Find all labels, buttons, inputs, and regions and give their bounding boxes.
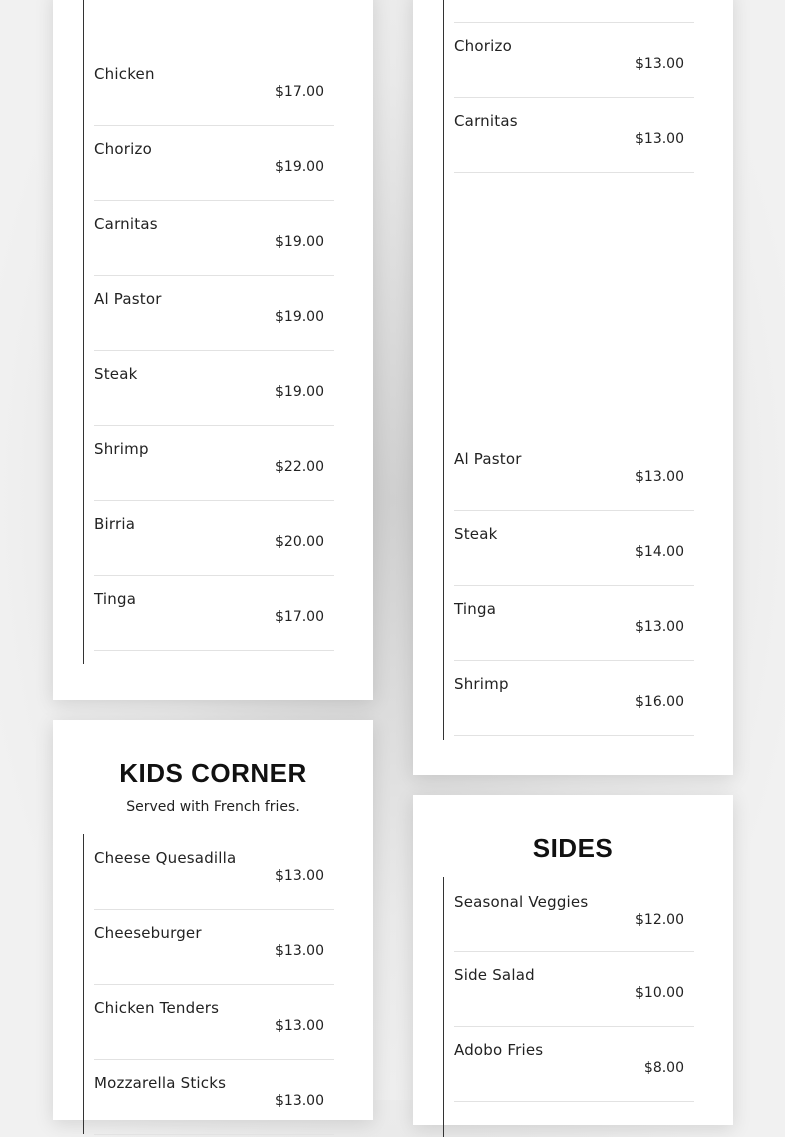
menu-item bbox=[454, 98, 694, 173]
item-price: $16.00 bbox=[635, 694, 684, 710]
item-price: $13.00 bbox=[275, 943, 324, 959]
menu-item bbox=[94, 910, 334, 985]
menu-item bbox=[94, 985, 334, 1060]
item-price: $13.00 bbox=[635, 619, 684, 635]
menu-item bbox=[94, 426, 334, 501]
item-name: Cheese Quesadilla bbox=[94, 849, 237, 867]
item-name: Carnitas bbox=[454, 112, 518, 130]
item-name: Adobo Fries bbox=[454, 1041, 544, 1059]
menu-item bbox=[454, 23, 694, 98]
item-price: $13.00 bbox=[275, 1018, 324, 1034]
menu-item bbox=[454, 436, 694, 511]
item-name: Chicken bbox=[94, 65, 155, 83]
section-subtitle: Served with French fries. bbox=[126, 799, 300, 815]
item-price: $19.00 bbox=[275, 384, 324, 400]
menu-list bbox=[443, 877, 694, 1137]
menu-item bbox=[454, 511, 694, 586]
item-price: $13.00 bbox=[635, 469, 684, 485]
menu-item bbox=[94, 276, 334, 351]
item-name: Mozzarella Sticks bbox=[94, 1074, 227, 1092]
item-price: $8.00 bbox=[643, 1060, 684, 1076]
item-name: Seasonal Veggies bbox=[454, 893, 589, 911]
item-name: Cheeseburger bbox=[94, 924, 202, 942]
item-name: Chorizo bbox=[94, 140, 152, 158]
item-price: $13.00 bbox=[275, 1093, 324, 1109]
item-name: Carnitas bbox=[94, 215, 158, 233]
menu-item bbox=[454, 1027, 694, 1102]
item-name: Chicken Tenders bbox=[94, 999, 220, 1017]
item-name: Birria bbox=[94, 515, 136, 533]
item-name: Steak bbox=[454, 525, 498, 543]
menu-item bbox=[454, 952, 694, 1027]
item-price: $22.00 bbox=[275, 459, 324, 475]
menu-item bbox=[94, 834, 334, 910]
item-name: Chorizo bbox=[454, 37, 512, 55]
section-title: SIDES bbox=[532, 833, 614, 863]
section-title: KIDS CORNER bbox=[119, 758, 307, 788]
item-price: $10.00 bbox=[635, 985, 684, 1001]
item-price: $19.00 bbox=[275, 234, 324, 250]
menu-list bbox=[443, 0, 694, 740]
menu-item bbox=[94, 201, 334, 276]
kids-corner-card bbox=[53, 720, 373, 1120]
item-name: Shrimp bbox=[454, 675, 509, 693]
item-name: Al Pastor bbox=[454, 450, 522, 468]
item-price: $12.00 bbox=[635, 912, 684, 928]
menu-card-right-top bbox=[413, 0, 733, 775]
item-price: $17.00 bbox=[275, 609, 324, 625]
item-price: $14.00 bbox=[635, 544, 684, 560]
menu-list bbox=[83, 0, 334, 664]
menu-item bbox=[454, 661, 694, 736]
item-price: $13.00 bbox=[275, 868, 324, 884]
item-price: $19.00 bbox=[275, 309, 324, 325]
menu-item bbox=[94, 351, 334, 426]
menu-item bbox=[94, 501, 334, 576]
menu-item bbox=[94, 576, 334, 651]
item-name: Tinga bbox=[94, 590, 137, 608]
item-price: $13.00 bbox=[635, 131, 684, 147]
menu-list bbox=[83, 834, 334, 1134]
item-price: $19.00 bbox=[275, 159, 324, 175]
menu-item bbox=[94, 126, 334, 201]
item-price: $13.00 bbox=[635, 56, 684, 72]
blank-space bbox=[444, 173, 694, 436]
menu-card-left-top bbox=[53, 0, 373, 700]
item-name: Al Pastor bbox=[94, 290, 162, 308]
item-name: Tinga bbox=[454, 600, 497, 618]
item-price: $20.00 bbox=[275, 534, 324, 550]
menu-item bbox=[454, 877, 694, 952]
menu-item bbox=[454, 586, 694, 661]
menu-item-partial bbox=[454, 0, 694, 23]
menu-item bbox=[94, 51, 334, 126]
sides-card bbox=[413, 795, 733, 1125]
item-price: $17.00 bbox=[275, 84, 324, 100]
item-name: Side Salad bbox=[454, 966, 535, 984]
item-name: Shrimp bbox=[94, 440, 149, 458]
item-name: Steak bbox=[94, 365, 138, 383]
menu-item bbox=[94, 1060, 334, 1135]
